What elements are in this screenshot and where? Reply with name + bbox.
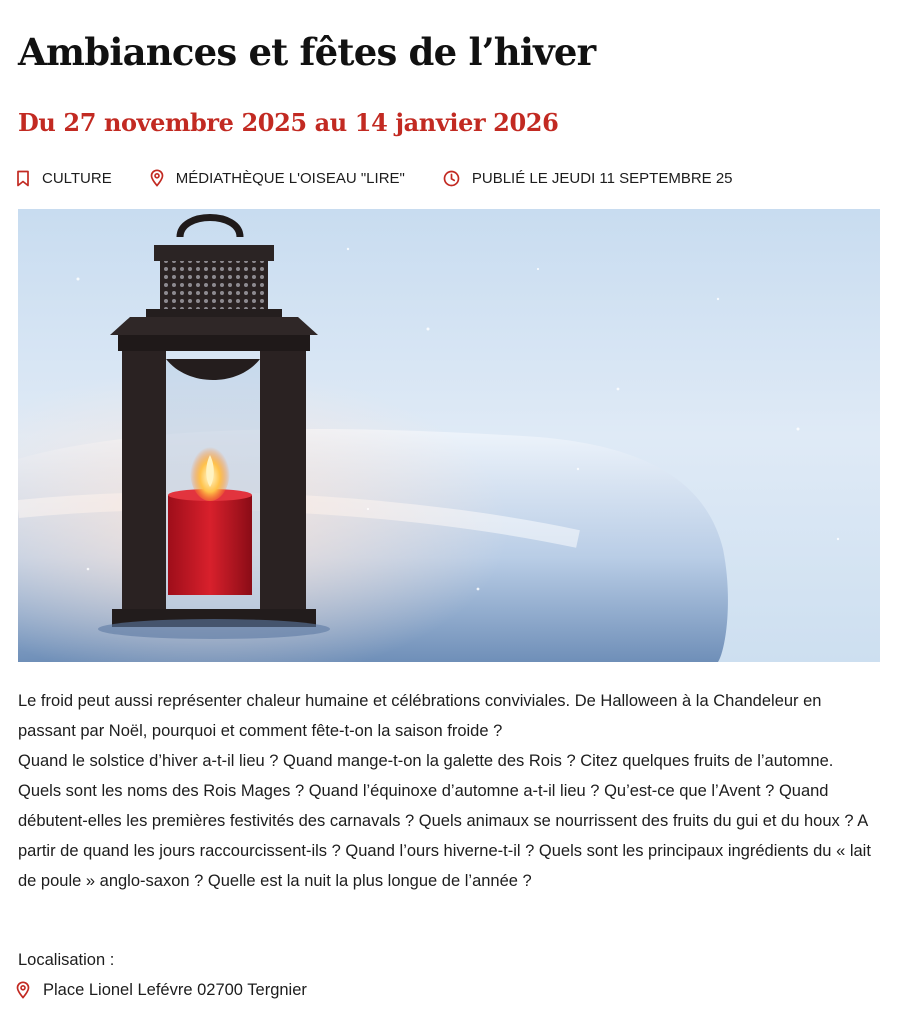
- event-dates: Du 27 novembre 2025 au 14 janvier 2026: [18, 108, 559, 137]
- clock-icon: [443, 170, 460, 187]
- meta-place[interactable]: [150, 169, 405, 187]
- meta-place-label: MÉDIATHÈQUE L'OISEAU "LIRE": [175, 169, 405, 187]
- meta-published: [443, 170, 733, 187]
- location-address[interactable]: [16, 976, 307, 1004]
- meta-published-label: PUBLIÉ LE JEUDI 11 SEPTEMBRE 25: [471, 169, 733, 187]
- bookmark-icon: [16, 170, 30, 187]
- meta-category-label: CULTURE: [42, 169, 112, 187]
- map-pin-icon: [150, 169, 164, 187]
- meta-category[interactable]: [16, 170, 112, 187]
- location-address-text: Place Lionel Lefévre 02700 Tergnier: [43, 981, 307, 999]
- hero-image: [18, 209, 880, 662]
- description-paragraph: Le froid peut aussi représenter chaleur humaine et célébrations conviviales. De Halloween à la Chandeleur en passant par Noël, pourquoi et comment fête-t-on la saison froide ?: [18, 692, 822, 740]
- location-label: Localisation :: [18, 951, 115, 969]
- map-pin-icon: [16, 981, 30, 999]
- page-title: Ambiances et fêtes de l’hiver: [18, 30, 596, 74]
- event-meta-bar: [16, 166, 771, 190]
- description-paragraph: Quand le solstice d’hiver a-t-il lieu ? Quand mange-t-on la galette des Rois ? Citez quelques fruits de l’automne. Quels sont les noms des Rois Mages ? Quand l’équinoxe d’automne a-t-il lieu ? Qu’est-ce que l’Avent ? Quand débutent-elles les premières festivités des carnavals ? Quels animaux se nourrissent des fruits du gui et du houx ? A partir de quand les jours raccourcissent-ils ? Quand l’ours hiverne-t-il ? Quels sont les principaux ingrédients du « lait de poule » anglo-saxon ? Quelle est la nuit la plus longue de l’année ?: [18, 752, 871, 890]
- event-description: [18, 686, 880, 896]
